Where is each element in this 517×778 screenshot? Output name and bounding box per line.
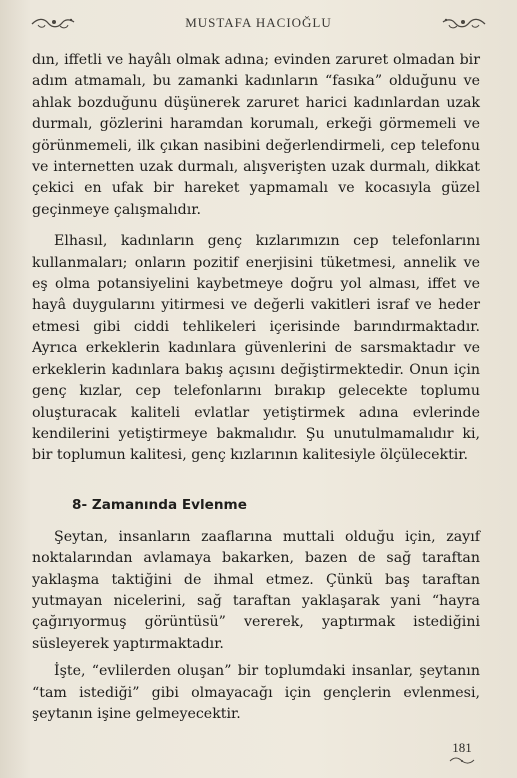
- running-header-title: MUSTAFA HACIOĞLU: [185, 15, 332, 30]
- page-footer: [449, 740, 475, 764]
- page-body: [32, 50, 480, 725]
- floral-ornament-icon: [30, 15, 76, 31]
- paragraph: İşte, “evlilerden oluşan” bir toplumdaki insanlar, şeytanın “tam istediği” gibi olmayacağı için gençlerin evlenmesi, şeytanın işine gelmeyecektir.: [32, 663, 480, 722]
- floral-ornament-icon: [441, 15, 487, 31]
- paragraph: Şeytan, insanların zaaflarına muttali olduğu için, zayıf noktalarından avlamaya bakarken, bazen de sağ taraftan yaklaşma taktiğini de ihmal etmez. Çünkü baş taraftan yutmayan nicelerini, sağ taraftan yaklaşarak yani “hayra çağırıyormuş görüntüsü” vererek, yaptırmak istediğini süsleyerek yaptırmaktadır.: [32, 528, 480, 652]
- paragraph: Elhasıl, kadınların genç kızlarımızın cep telefonlarını kullanmaları; onların pozitif enerjisini tüketmesi, annelik ve eş olma potansiyelini kaybetmeye doğru yol alması, iffet ve hayâ duygularını yitirmesi ve değerli vakitleri israf ve heder etmesi gibi ciddi tehlikeleri içerisinde barındırmaktadır. Ayrıca erkeklerin kadınlara güvenlerini de sarsmaktadır ve erkeklerin kadınlara bakış açısını değiştirmektedir. Onun için genç kızlar, cep telefonlarını bırakıp gelecekte toplumu oluşturacak kaliteli evlatlar yetiştirmek adına evlerinde kendilerini yetiştirmeye bakmalıdır. Şu unutulmamalıdır ki, bir toplumun kalitesi, genç kızlarının kalitesiyle ölçülecektir.: [32, 233, 480, 464]
- running-header: [30, 12, 487, 34]
- paragraph: dın, iffetli ve hayâlı olmak adına; evinden zaruret olmadan bir adım atmamalı, bu zamanki kadınların “fasıka” olduğunu ve ahlak bozduğunu düşünerek zaruret harici kadınlardan uzak durmalı, gözlerini haramdan korumalı, erkeği görmemeli ve görünmemeli, ilk çıkan nasibini değerlendirmeli, cep telefonu ve internetten uzak durmalı, alışverişten uzak durmalı, dikkat çekici en ufak bir hareket yapmamalı ve kocasıyla güzel geçinmeye çalışmalıdır.: [32, 52, 480, 218]
- scroll-ornament-icon: [449, 757, 475, 764]
- section-heading: 8- Zamanında Evlenme: [72, 496, 247, 513]
- page-number: 181: [452, 740, 472, 755]
